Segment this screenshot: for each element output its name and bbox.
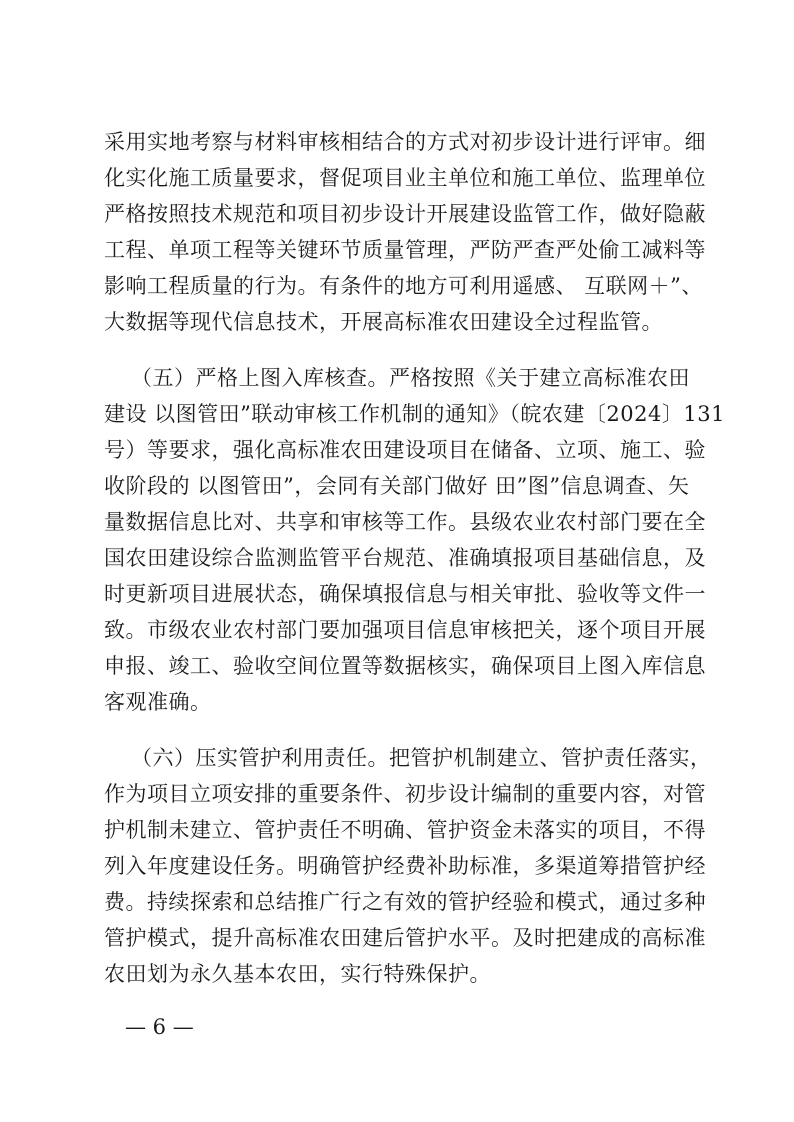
text-line: 工程、单项工程等关键环节质量管理，严防严查严处偷工减料等 [104,238,706,262]
text-line: 护机制未建立、管护责任不明确、管护资金未落实的项目，不得 [104,818,706,842]
section-heading-line: （六）压实管护利用责任。把管护机制建立、管护责任落实， [131,746,712,770]
text-line: 影响工程质量的行为。有条件的地方可利用遥感、 互联网＋”、 [104,274,703,298]
page-number: — 6 — [125,1015,194,1039]
text-line: 采用实地考察与材料审核相结合的方式对初步设计进行评审。细 [104,130,706,154]
section-heading-line: （五）严格上图入库核查。严格按照《关于建立高标准农田 [131,366,690,390]
text-line: 致。市级农业农村部门要加强项目信息审核把关，逐个项目开展 [104,618,706,642]
text-line: 国农田建设综合监测监管平台规范、准确填报项目基础信息，及 [104,546,706,570]
text-line: 作为项目立项安排的重要条件、初步设计编制的重要内容，对管 [104,782,706,806]
text-line: 号）等要求，强化高标准农田建设项目在储备、立项、施工、验 [104,438,706,462]
text-line: 费。持续探索和总结推广行之有效的管护经验和模式，通过多种 [104,890,706,914]
text-line: 农田划为永久基本农田，实行特殊保护。 [104,962,491,986]
text-line: 客观准确。 [104,690,212,714]
text-line: 收阶段的 以图管田”，会同有关部门做好 田”图”信息调查、矢 [104,474,690,498]
text-line: 列入年度建设任务。明确管护经费补助标准，多渠道筹措管护经 [104,854,706,878]
text-line: 量数据信息比对、共享和审核等工作。县级农业农村部门要在全 [104,510,706,534]
text-line: 管护模式，提升高标准农田建后管护水平。及时把建成的高标准 [104,926,706,950]
text-line: 化实化施工质量要求，督促项目业主单位和施工单位、监理单位 [104,166,706,190]
text-line: 申报、竣工、验收空间位置等数据核实，确保项目上图入库信息 [104,654,706,678]
text-line: 严格按照技术规范和项目初步设计开展建设监管工作，做好隐蔽 [104,202,706,226]
text-line: 建设 以图管田”联动审核工作机制的通知》（皖农建〔2024〕131 [104,402,725,426]
text-line: 大数据等现代信息技术，开展高标准农田建设全过程监管。 [104,310,663,334]
text-line: 时更新项目进展状态，确保填报信息与相关审批、验收等文件一 [104,582,706,606]
